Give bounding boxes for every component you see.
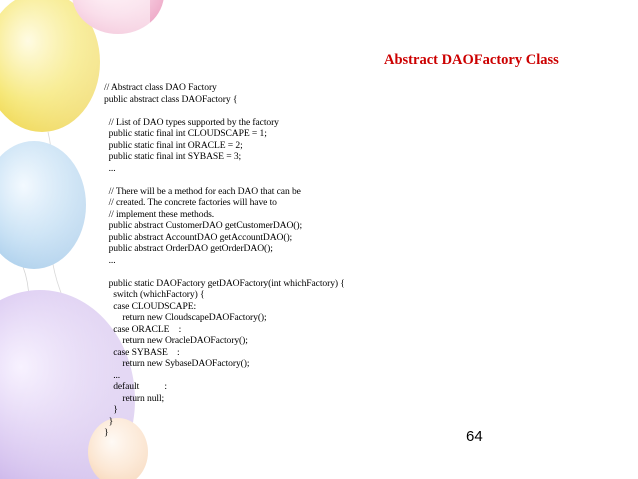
code-line	[104, 174, 345, 186]
code-line: public abstract class DAOFactory {	[104, 93, 238, 105]
code-line: return new SybaseDAOFactory();	[104, 358, 250, 369]
code-line: ...	[104, 369, 121, 381]
code-line: public abstract AccountDAO getAccountDAO();	[104, 231, 293, 243]
code-line: case SYBASE :	[104, 346, 180, 358]
code-line: }	[104, 404, 118, 415]
code-line: case ORACLE :	[104, 323, 182, 335]
page-number: 64	[466, 428, 483, 445]
code-line: return new OracleDAOFactory();	[104, 335, 248, 346]
code-line: return new CloudscapeDAOFactory();	[104, 312, 267, 323]
code-line: switch (whichFactory) {	[104, 289, 205, 300]
code-block	[104, 82, 345, 439]
code-line: public abstract OrderDAO getOrderDAO();	[104, 243, 273, 254]
code-line: }	[104, 415, 114, 427]
slide-title: Abstract DAOFactory Class	[384, 52, 559, 68]
code-line	[104, 266, 345, 278]
code-line: // Abstract class DAO Factory	[104, 82, 217, 93]
code-line: case CLOUDSCAPE:	[104, 300, 197, 312]
code-line: ...	[104, 162, 116, 174]
code-line	[104, 105, 345, 117]
code-line: // created. The concrete factories will have to	[104, 197, 277, 208]
code-line: public static final int SYBASE = 3;	[104, 151, 242, 162]
code-line: default :	[104, 381, 167, 392]
code-line: public static DAOFactory getDAOFactory(int whichFactory) {	[104, 277, 345, 289]
code-line: public abstract CustomerDAO getCustomerDAO();	[104, 220, 303, 231]
code-line: }	[104, 427, 109, 438]
code-line: public static final int ORACLE = 2;	[104, 139, 243, 151]
code-line: public static final int CLOUDSCAPE = 1;	[104, 128, 267, 139]
code-line: // implement these methods.	[104, 208, 215, 220]
code-line: // List of DAO types supported by the factory	[104, 116, 279, 128]
code-line: ...	[104, 254, 116, 266]
code-line: return null;	[104, 392, 165, 404]
code-line: // There will be a method for each DAO that can be	[104, 185, 301, 197]
